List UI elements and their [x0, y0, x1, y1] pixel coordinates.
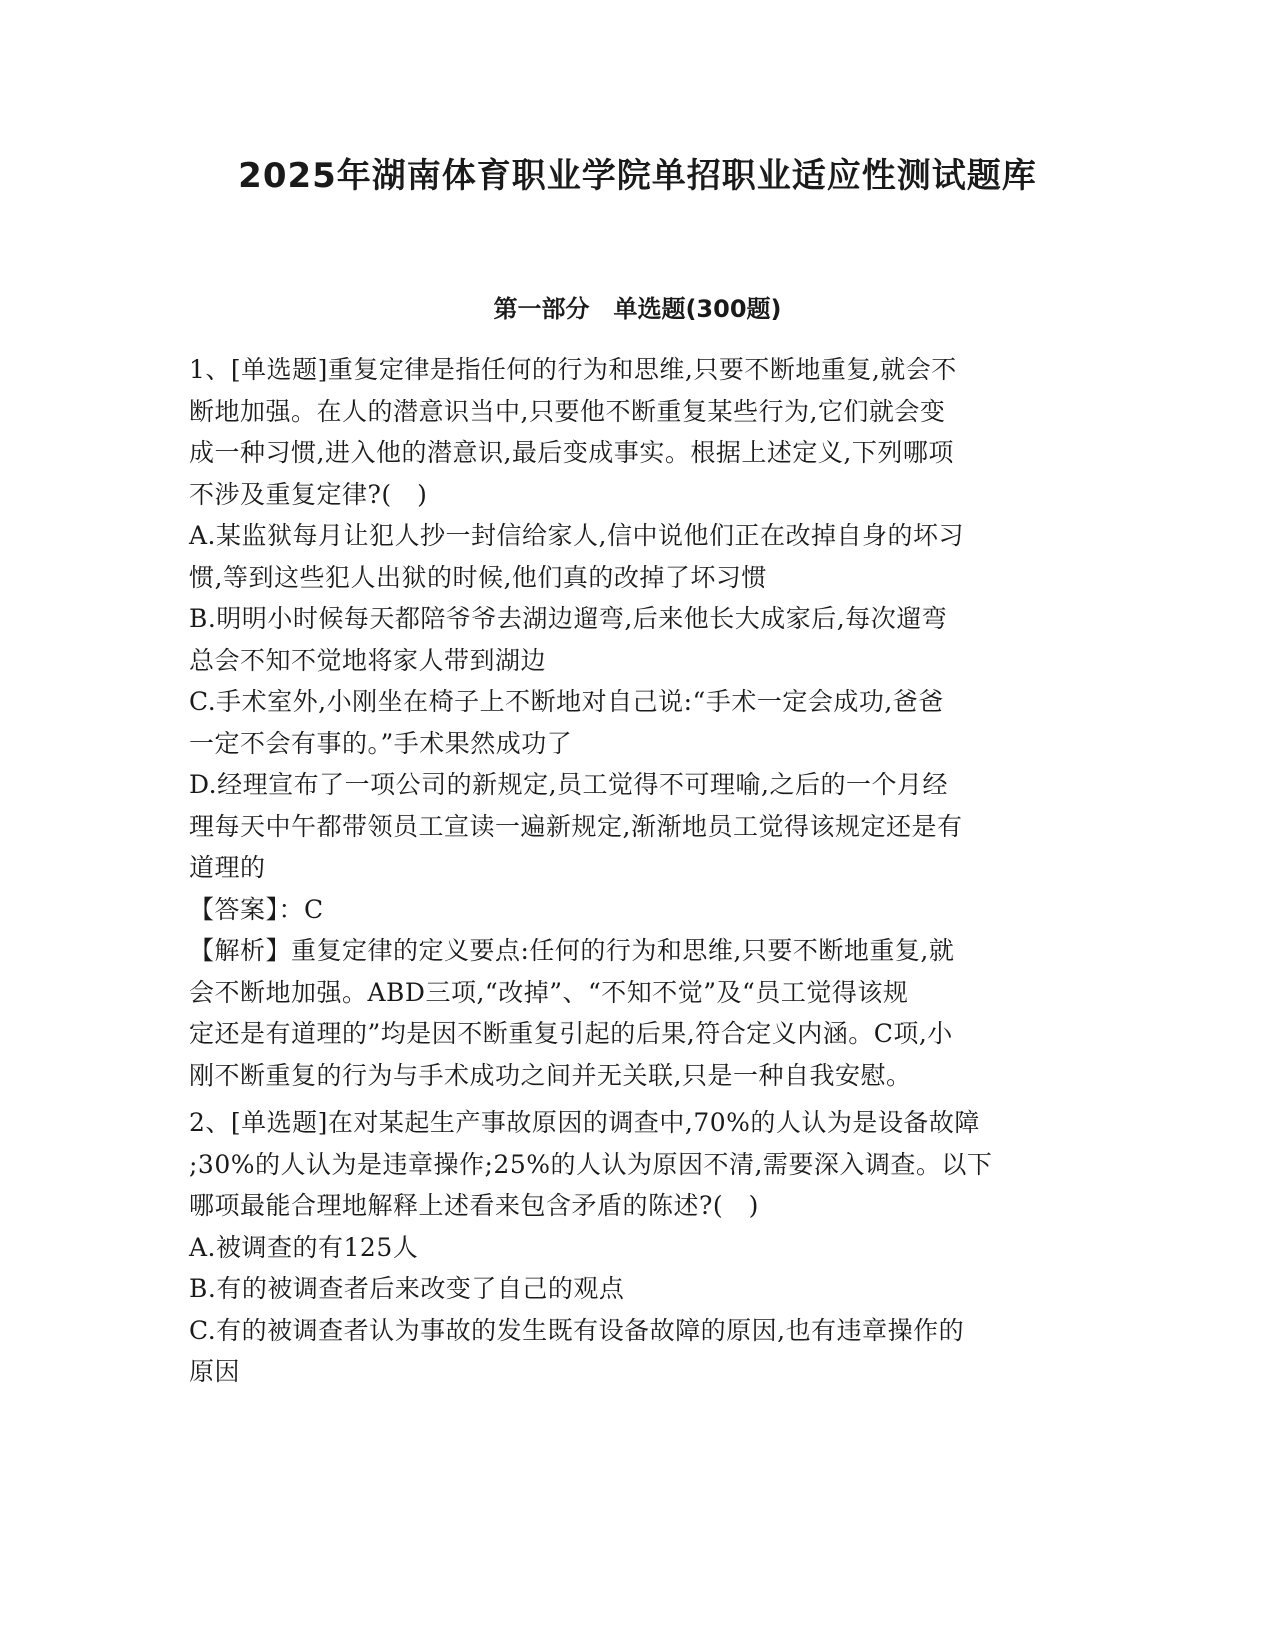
option-d-line: 道理的 — [189, 853, 266, 882]
option-c-line: 一定不会有事的。”手术果然成功了 — [189, 728, 573, 758]
option-b-line: B.明明小时候每天都陪爷爷去湖边遛弯,后来他长大成家后,每次遛弯 — [189, 604, 948, 633]
question-stem-line: ;30%的人认为是违章操作;25%的人认为原因不清,需要深入调查。以下 — [189, 1149, 993, 1179]
option-c-line: C.有的被调查者认为事故的发生既有设备故障的原因,也有违章操作的 — [189, 1315, 965, 1345]
question-stem-line: 1、[单选题]重复定律是指任何的行为和思维,只要不断地重复,就会不 — [189, 355, 957, 384]
option-a-line: A.被调查的有125人 — [189, 1232, 419, 1262]
document-title: 2025年湖南体育职业学院单招职业适应性测试题库 — [238, 156, 1037, 196]
answer-line: 【答案】：C — [189, 894, 324, 924]
option-c-line: C.手术室外,小刚坐在椅子上不断地对自己说:“手术一定会成功,爸爸 — [189, 687, 944, 716]
option-d-line: 理每天中午都带领员工宣读一遍新规定,渐渐地员工觉得该规定还是有 — [189, 811, 963, 841]
option-a-line: A.某监狱每月让犯人抄一封信给家人,信中说他们正在改掉自身的坏习 — [189, 521, 964, 550]
analysis-line: 会不断地加强。ABD三项,“改掉”、“不知不觉”及“员工觉得该规 — [189, 977, 909, 1007]
analysis-line: 定还是有道理的”均是因不断重复引起的后果,符合定义内涵。C项,小 — [189, 1019, 953, 1048]
option-b-line: B.有的被调查者后来改变了自己的观点 — [189, 1274, 625, 1303]
question-1 — [189, 349, 1089, 1096]
option-c-line: 原因 — [189, 1357, 241, 1386]
question-stem-line: 不涉及重复定律?( ) — [189, 479, 428, 509]
option-a-line: 惯,等到这些犯人出狱的时候,他们真的改掉了坏习惯 — [189, 562, 767, 592]
option-b-line: 总会不知不觉地将家人带到湖边 — [189, 645, 547, 675]
section-heading: 第一部分 单选题(300题) — [493, 295, 782, 323]
question-stem-line: 2、[单选题]在对某起生产事故原因的调查中,70%的人认为是设备故障 — [189, 1108, 980, 1137]
question-stem-line: 哪项最能合理地解释上述看来包含矛盾的陈述?( ) — [189, 1191, 759, 1220]
question-stem-line: 成一种习惯,进入他的潜意识,最后变成事实。根据上述定义,下列哪项 — [189, 438, 954, 467]
analysis-line: 【解析】重复定律的定义要点:任何的行为和思维,只要不断地重复,就 — [189, 936, 955, 965]
analysis-line: 刚不断重复的行为与手术成功之间并无关联,只是一种自我安慰。 — [189, 1060, 912, 1090]
question-2 — [189, 1102, 1089, 1393]
option-d-line: D.经理宣布了一项公司的新规定,员工觉得不可理喻,之后的一个月经 — [189, 770, 948, 799]
question-stem-line: 断地加强。在人的潜意识当中,只要他不断重复某些行为,它们就会变 — [189, 396, 946, 426]
